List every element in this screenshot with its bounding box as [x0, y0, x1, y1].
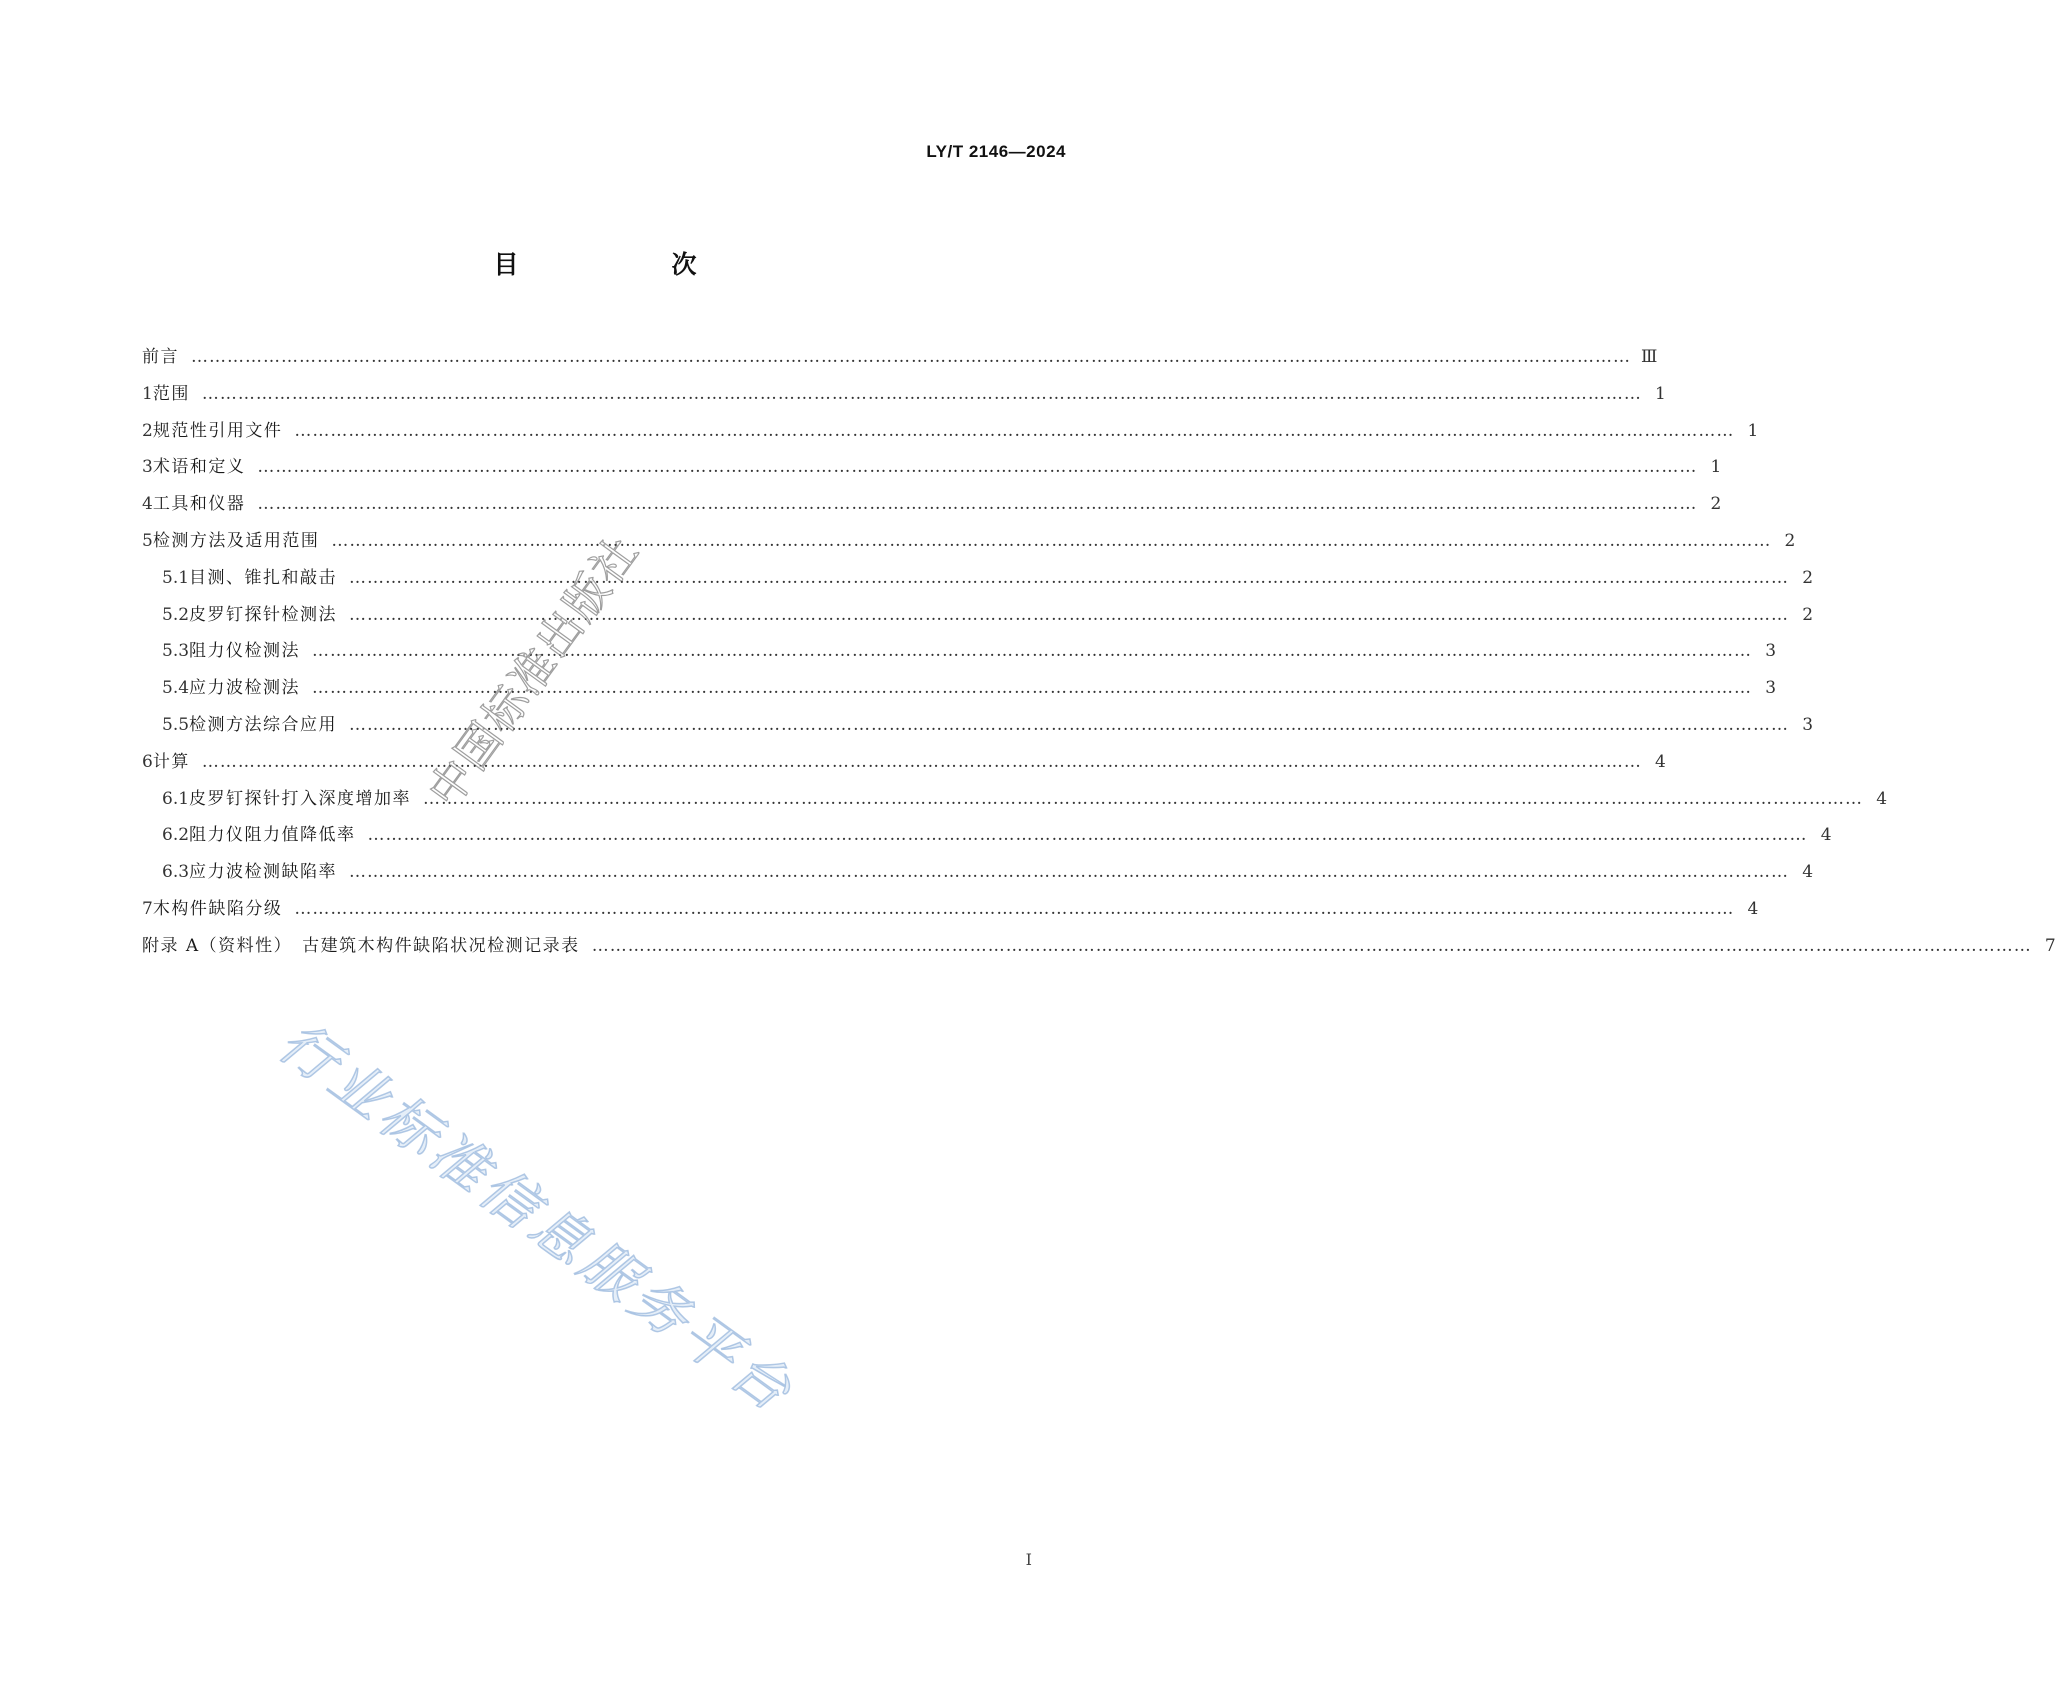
toc-entry-title: 工具和仪器 — [152, 494, 246, 515]
toc-entry-number: 3 — [142, 457, 153, 478]
toc-entry-page: Ⅲ — [1641, 347, 1658, 367]
toc-entry-page: 7 — [2044, 935, 2056, 956]
toc-entry-number: 4 — [142, 494, 153, 515]
toc-entry-title: 术语和定义 — [152, 457, 246, 478]
toc-entry[interactable] — [142, 452, 1722, 489]
toc-entry-page: 2 — [1802, 567, 1814, 588]
toc-entry-page: 3 — [1765, 641, 1777, 662]
toc-entry-number: 5.5 — [162, 714, 190, 735]
toc-entry-number: 5.3 — [162, 641, 190, 662]
toc-entry-page: 4 — [1802, 862, 1814, 883]
toc-title: 目 次 — [493, 250, 761, 279]
toc-dot-leader: …………………………………………………………………………………………………………………………………………………………………………………………………………………… — [423, 788, 1864, 809]
toc-entry[interactable] — [142, 710, 1814, 747]
toc-entry-title: 前言 — [142, 347, 179, 367]
toc-entry-number: 6.1 — [162, 788, 190, 809]
toc-dot-leader: …………………………………………………………………………………………………………………………………………………………………………………………………………………… — [294, 898, 1735, 919]
toc-entry[interactable] — [142, 931, 2056, 968]
toc-entry-page: 4 — [1655, 751, 1666, 772]
toc-entry-page: 1 — [1747, 420, 1759, 441]
toc-entry-number: 5 — [142, 530, 153, 551]
toc-entry[interactable] — [142, 600, 1814, 637]
toc-entry[interactable] — [142, 379, 1666, 416]
toc-entry-title: 阻力仪检测法 — [189, 641, 301, 662]
toc-entry[interactable] — [142, 857, 1814, 894]
toc-dot-leader: …………………………………………………………………………………………………………………………………………………………………………………………………………………… — [312, 641, 1753, 662]
toc-entry-title: 应力波检测法 — [189, 678, 301, 699]
toc-entry-title: 附录 A（资料性） 古建筑木构件缺陷状况检测记录表 — [142, 935, 580, 956]
toc-entry[interactable] — [142, 747, 1666, 784]
toc-dot-leader: …………………………………………………………………………………………………………………………………………………………………………………………………………………… — [367, 825, 1808, 846]
toc-entry-title: 皮罗钉探针检测法 — [189, 604, 338, 625]
toc-entry-title: 检测方法综合应用 — [189, 714, 338, 735]
toc-dot-leader: …………………………………………………………………………………………………………………………………………………………………………………………………………………… — [349, 862, 1790, 883]
toc-list — [142, 342, 2056, 968]
toc-entry-page: 3 — [1802, 714, 1814, 735]
toc-entry[interactable] — [142, 489, 1722, 526]
toc-dot-leader: …………………………………………………………………………………………………………………………………………………………………………………………………………………… — [349, 567, 1790, 588]
toc-dot-leader: …………………………………………………………………………………………………………………………………………………………………………………………………………………… — [201, 751, 1642, 772]
toc-dot-leader: …………………………………………………………………………………………………………………………………………………………………………………………………………………… — [201, 383, 1642, 404]
toc-entry-title: 计算 — [152, 751, 190, 772]
toc-entry-number: 6.3 — [162, 862, 190, 883]
toc-dot-leader: …………………………………………………………………………………………………………………………………………………………………………………………………………………… — [257, 494, 1698, 515]
toc-entry-number: 5.2 — [162, 604, 190, 625]
toc-entry-page: 1 — [1710, 457, 1722, 478]
toc-dot-leader: …………………………………………………………………………………………………………………………………………………………………………………………………………………… — [591, 935, 2032, 956]
toc-entry[interactable] — [142, 563, 1814, 600]
toc-entry-title: 规范性引用文件 — [152, 420, 283, 441]
page-number: I — [1025, 1550, 1032, 1569]
toc-entry-title: 阻力仪阻力值降低率 — [189, 825, 356, 846]
toc-entry-number: 5.4 — [162, 678, 190, 699]
toc-entry-page: 1 — [1655, 383, 1666, 404]
toc-entry[interactable] — [142, 894, 1759, 931]
standard-code: LY/T 2146—2024 — [926, 142, 1066, 161]
toc-dot-leader: …………………………………………………………………………………………………………………………………………………………………………………………………………………… — [257, 457, 1698, 478]
toc-entry-title: 检测方法及适用范围 — [152, 530, 320, 551]
toc-entry[interactable] — [142, 526, 1796, 563]
watermark-publisher: 中国标准出版社 — [418, 525, 650, 817]
toc-entry-page: 2 — [1802, 604, 1814, 625]
toc-entry-number: 7 — [142, 898, 153, 919]
toc-entry-title: 木构件缺陷分级 — [152, 898, 283, 919]
toc-entry-page: 2 — [1710, 494, 1722, 515]
toc-entry[interactable] — [142, 820, 1832, 857]
watermark-platform: 行业标准信息服务平台 — [266, 1009, 807, 1427]
toc-dot-leader: …………………………………………………………………………………………………………………………………………………………………………………………………………………… — [331, 530, 1772, 551]
toc-entry-title: 目测、锥扎和敲击 — [189, 567, 338, 588]
toc-entry-page: 3 — [1765, 678, 1777, 699]
toc-entry-page: 4 — [1820, 825, 1832, 846]
toc-entry-page: 2 — [1784, 530, 1796, 551]
toc-entry-page: 4 — [1747, 898, 1759, 919]
toc-entry[interactable] — [142, 784, 1888, 821]
toc-entry[interactable] — [142, 673, 1777, 710]
toc-entry-number: 6 — [142, 751, 153, 772]
toc-entry-number: 1 — [142, 383, 153, 404]
toc-entry-title: 皮罗钉探针打入深度增加率 — [189, 788, 412, 809]
toc-dot-leader: …………………………………………………………………………………………………………………………………………………………………………………………………………………… — [349, 604, 1790, 625]
toc-entry-number: 6.2 — [162, 825, 190, 846]
toc-entry-title: 应力波检测缺陷率 — [189, 862, 338, 883]
toc-dot-leader: …………………………………………………………………………………………………………………………………………………………………………………………………………………… — [191, 347, 1631, 367]
toc-entry-number: 5.1 — [162, 567, 190, 588]
toc-dot-leader: …………………………………………………………………………………………………………………………………………………………………………………………………………………… — [294, 420, 1735, 441]
toc-entry-page: 4 — [1876, 788, 1888, 809]
toc-entry-title: 范围 — [152, 383, 190, 404]
toc-entry[interactable] — [142, 342, 1658, 379]
toc-dot-leader: …………………………………………………………………………………………………………………………………………………………………………………………………………………… — [312, 678, 1753, 699]
toc-dot-leader: …………………………………………………………………………………………………………………………………………………………………………………………………………………… — [349, 714, 1790, 735]
toc-entry-number: 2 — [142, 420, 153, 441]
toc-entry[interactable] — [142, 416, 1759, 453]
toc-entry[interactable] — [142, 636, 1777, 673]
